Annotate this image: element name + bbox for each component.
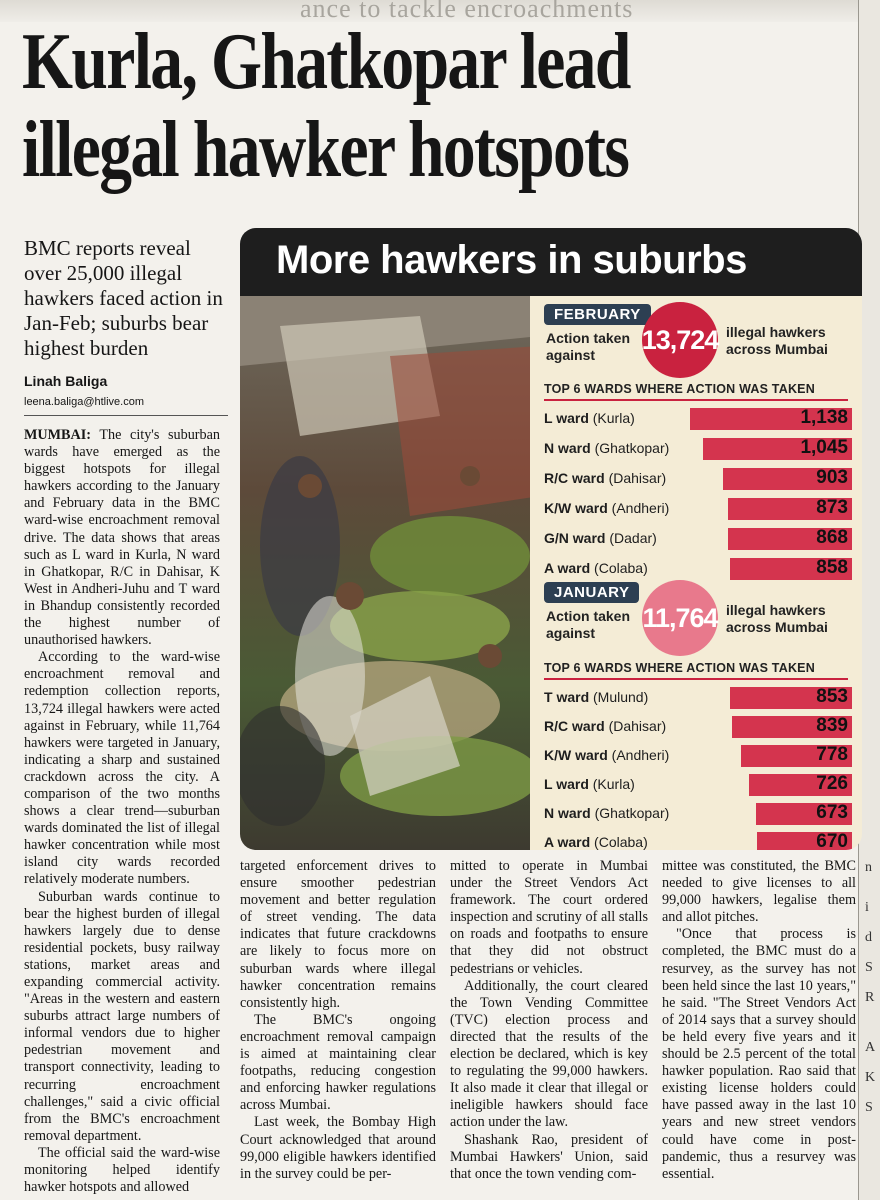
ward-label-feb-6 <box>544 560 648 576</box>
ward-label-jan-5 <box>544 805 669 821</box>
ward-name: G/N ward <box>544 530 606 546</box>
ward-name: T ward <box>544 689 590 705</box>
bar-value-feb-4: 873 <box>816 497 848 518</box>
paragraph: mitted to operate in Mumbai under the Street Vendors Act framework. The court ordered inspection and scrutiny of all stalls on roads and footpaths to ensure that they did not obstruct pedestrians or vehicles. <box>450 858 648 977</box>
ward-area: (Dahisar) <box>604 470 667 486</box>
ward-area: (Colaba) <box>590 834 648 850</box>
section-rule-january <box>544 678 848 680</box>
ward-area: (Colaba) <box>590 560 648 576</box>
ward-label-jan-1 <box>544 689 648 705</box>
ward-label-feb-4 <box>544 500 669 516</box>
ward-label-feb-2 <box>544 440 669 456</box>
ward-area: (Kurla) <box>588 776 635 792</box>
ward-label-feb-3 <box>544 470 666 486</box>
ward-area: (Ghatkopar) <box>590 805 670 821</box>
ward-area: (Andheri) <box>607 747 670 763</box>
ward-label-jan-2 <box>544 718 666 734</box>
ward-area: (Mulund) <box>589 689 649 705</box>
month-badge-february: FEBRUARY <box>544 304 651 325</box>
desc-label-february: illegal hawkers across Mumbai <box>726 324 828 357</box>
ward-label-jan-4 <box>544 776 635 792</box>
paragraph: targeted enforcement drives to ensure smoother pedestrian movement and better regulation of street vending. The data indicates that future crackdowns are likely to focus more on suburban wards where illegal hawker concentration remains consistently high. <box>240 858 436 1011</box>
infographic <box>240 228 862 850</box>
bar-value-jan-5: 673 <box>816 802 848 823</box>
bar-value-jan-2: 839 <box>816 715 848 736</box>
ward-area: (Kurla) <box>588 410 635 426</box>
bar-value-feb-3: 903 <box>816 467 848 488</box>
ward-area: (Dadar) <box>605 530 657 546</box>
ward-label-jan-6 <box>544 834 648 850</box>
ward-name: R/C ward <box>544 718 605 734</box>
market-photo <box>240 296 540 850</box>
bar-value-jan-3: 778 <box>816 744 848 765</box>
ward-name: K/W ward <box>544 747 608 763</box>
ward-name: A ward <box>544 834 591 850</box>
paragraph: Shashank Rao, president of Mumbai Hawkers' Union, said that once the town vending com- <box>450 1131 648 1182</box>
ward-name: N ward <box>544 805 591 821</box>
paragraph: mittee was constituted, the BMC needed to give licenses to all 99,000 hawkers, legalise them and allot pitches. <box>662 858 856 926</box>
bar-value-feb-5: 868 <box>816 527 848 548</box>
paragraph: "Once that process is completed, the BMC must do a resurvey, as the survey has not been held since the last 10 years," he said. "The Street Vendors Act of 2014 says that a survey should be held every five years and it should be 2.5 percent of the total hawker population. Rao said that existing license holders could have passed away in the last 10 years and new street vendors could have come in post-pandemic, thus a resurvey was essential. <box>662 926 856 1182</box>
ward-name: A ward <box>544 560 591 576</box>
paragraph <box>24 427 220 649</box>
deck: BMC reports reveal over 25,000 illegal hawkers faced action in Jan-Feb; suburbs bear highest burden <box>24 236 223 360</box>
paragraph: Last week, the Bombay High Court acknowledged that around 99,000 eligible hawkers identified in the survey could be per- <box>240 1114 436 1182</box>
paragraph-text: The city's suburban wards have emerged as the biggest hotspots for illegal hawkers according to the January and February data in the BMC ward-wise encroachment removal drive. The data shows that areas such as L ward in Kurla, N ward in Ghatkopar, R/C in Dahisar, K West in Andheri-Juhu and T ward in Bhandup consistently recorded the highest number of unauthorised hawkers. <box>24 427 220 649</box>
ward-area: (Ghatkopar) <box>590 440 670 456</box>
ward-name: R/C ward <box>544 470 605 486</box>
desc-label-january: illegal hawkers across Mumbai <box>726 602 828 635</box>
byline-divider <box>24 415 228 416</box>
bar-value-feb-1: 1,138 <box>800 407 848 428</box>
paragraph: Suburban wards continue to bear the highest burden of illegal hawkers largely due to dense residential pockets, busy railway stations, market areas and expanding commercial activity. "Areas in the western and eastern suburbs attract large numbers of informal vendors due to higher pedestrian movement and transport connectivity, leading to recurring encroachment challenges," said a civic official from the BMC's encroachment removal department. <box>24 888 220 1144</box>
article-column-3 <box>450 858 648 1183</box>
ward-label-feb-5 <box>544 530 657 546</box>
bar-value-jan-4: 726 <box>816 773 848 794</box>
ward-area: (Andheri) <box>607 500 670 516</box>
article-column-4 <box>662 858 856 1183</box>
paragraph: According to the ward-wise encroachment removal and redemption collection reports, 13,724 illegal hawkers were acted against in February, while 11,764 hawkers were targeted in January, indicating a sharp and sustained crackdown across the city. A comparison of the two months shows a clear trend—suburban wards dominated the list of illegal hawker concentration while most island city wards recorded relatively moderate numbers. <box>24 649 220 888</box>
total-circle-january: 11,764 <box>642 580 718 656</box>
headline: Kurla, Ghatkopar lead illegal hawker hotspots <box>22 18 630 194</box>
article-column-2 <box>240 858 436 1183</box>
ward-name: L ward <box>544 776 589 792</box>
article-column-1 <box>24 427 220 1196</box>
ward-name: N ward <box>544 440 591 456</box>
paragraph: Additionally, the court cleared the Town Vending Committee (TVC) election process and directed that the results of the election be declared, which is key to regulating the 99,000 hawkers. It also made it clear that illegal or ineligible hawkers should face action under the law. <box>450 977 648 1131</box>
infographic-title: More hawkers in suburbs <box>276 238 747 282</box>
action-label-february: Action taken against <box>546 330 631 363</box>
previous-article-strip: ance to tackle encroachments <box>0 0 880 22</box>
stats-panel <box>530 296 862 850</box>
infographic-title-bar <box>240 228 862 296</box>
author-email[interactable]: leena.baliga@htlive.com <box>24 396 145 408</box>
section-title-february: TOP 6 WARDS WHERE ACTION WAS TAKEN <box>544 382 815 396</box>
ward-label-feb-1 <box>544 410 635 426</box>
byline: Linah Baliga <box>24 373 108 389</box>
bar-value-jan-6: 670 <box>816 831 848 850</box>
paragraph: The BMC's ongoing encroachment removal campaign is aimed at maintaining clear footpaths, reducing congestion and enforcing hawker regulations across Mumbai. <box>240 1011 436 1114</box>
adjacent-column-edge: n i d S R A K S <box>858 0 880 1200</box>
month-badge-january: JANUARY <box>544 582 639 603</box>
ward-area: (Dahisar) <box>604 718 667 734</box>
total-circle-february: 13,724 <box>642 302 718 378</box>
ward-name: L ward <box>544 410 589 426</box>
bar-value-feb-6: 858 <box>816 557 848 578</box>
ward-name: K/W ward <box>544 500 608 516</box>
section-rule-february <box>544 399 848 401</box>
paragraph: The official said the ward-wise monitoring helped identify hawker hotspots and allowed <box>24 1144 220 1196</box>
bar-value-jan-1: 853 <box>816 686 848 707</box>
ward-label-jan-3 <box>544 747 669 763</box>
section-title-january: TOP 6 WARDS WHERE ACTION WAS TAKEN <box>544 661 815 675</box>
bar-value-feb-2: 1,045 <box>800 437 848 458</box>
action-label-january: Action taken against <box>546 608 631 641</box>
dateline: MUMBAI: <box>24 427 91 443</box>
